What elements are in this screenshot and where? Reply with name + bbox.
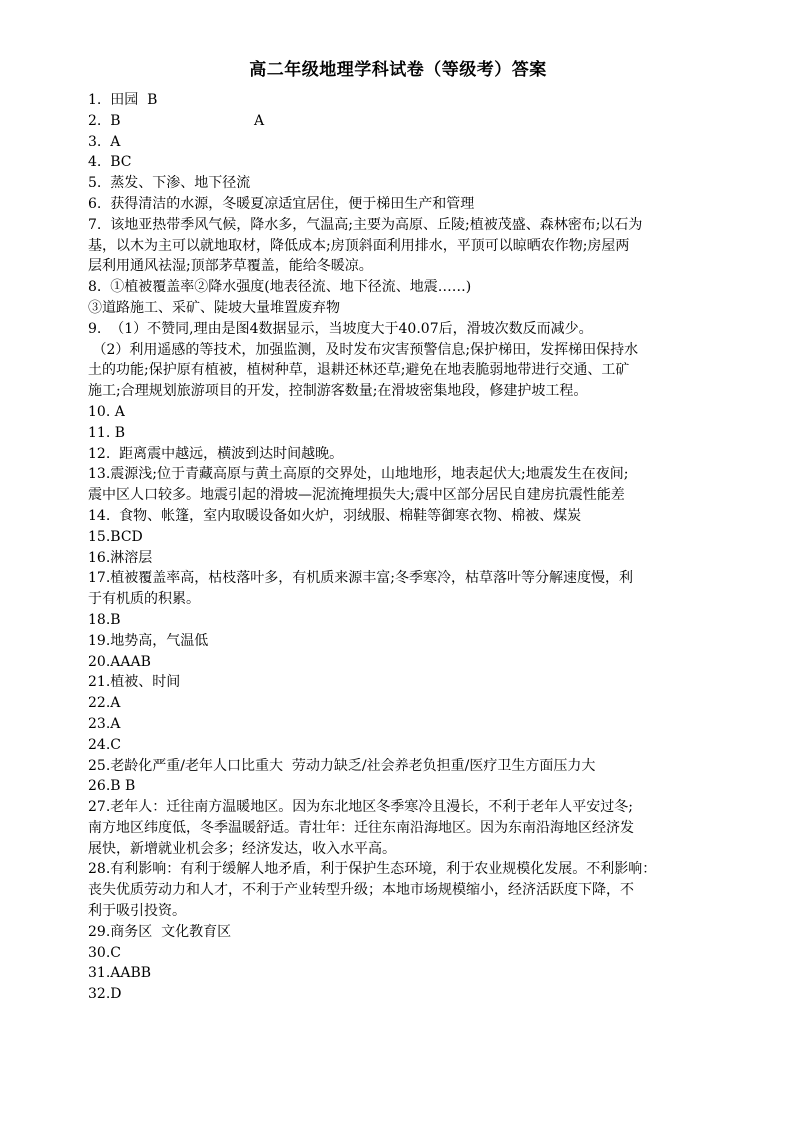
answer-line: 10. A [88, 403, 125, 420]
answer-line: 23.A [88, 715, 121, 732]
answer-line: 施工;合理规划旅游项目的开发，控制游客数量;在滑坡密集地段，修建护坡工程。 [88, 383, 588, 400]
answer-line: 震中区人口较多。地震引起的滑坡—泥流掩埋损失大;震中区部分居民自建房抗震性能差 [88, 487, 625, 504]
answer-line: 层利用通风祛湿;顶部茅草覆盖，能给冬暖凉。 [88, 258, 373, 275]
answer-line: 18.B [88, 611, 121, 628]
answer-line: 1. 田园 B [88, 92, 158, 108]
answer-line: 12. 距离震中越远，横波到达时间越晚。 [88, 445, 344, 462]
answer-line: ③道路施工、采矿、陡坡大量堆置废弃物 [88, 299, 340, 316]
page-title: 高二年级地理学科试卷（等级考）答案 [249, 60, 547, 80]
answer-line: 展快，新增就业机会多；经济发达，收入水平高。 [88, 840, 396, 857]
answer-line: 27.老年人：迁往南方温暖地区。因为东北地区冬季寒冷且漫长，不利于老年人平安过冬; [88, 799, 633, 816]
answer-line: 于有机质的积累。 [88, 591, 200, 608]
answer-line: 26.B B [88, 778, 136, 795]
answer-line: 15.BCD [88, 528, 143, 545]
answer-line: 8. ①植被覆盖率②降水强度(地表径流、地下径流、地震……) [88, 279, 472, 296]
answer-line: 基，以木为主可以就地取材，降低成本;房顶斜面利用排水，平顶可以晾晒农作物;房屋两 [88, 237, 630, 254]
answer-line: 21.植被、时间 [88, 674, 181, 691]
answer-line: 24.C [88, 736, 121, 753]
answer-line: 17.植被覆盖率高，枯枝落叶多，有机质来源丰富;冬季寒冷，枯草落叶等分解速度慢，利 [88, 570, 633, 587]
answer-line: 30.C [88, 944, 121, 961]
answer-line: 11. B [88, 424, 126, 441]
answer-line: 14. 食物、帐篷，室内取暖设备如火炉，羽绒服、棉鞋等御寒衣物、棉被、煤炭 [88, 507, 582, 524]
answer-line: 28.有利影响：有利于缓解人地矛盾，利于保护生态环境，利于农业规模化发展。不利影响： [88, 861, 657, 878]
answer-list [88, 90, 708, 1005]
answer-line: 南方地区纬度低，冬季温暖舒适。青壮年：迁往东南沿海地区。因为东南沿海地区经济发 [88, 819, 634, 836]
answer-line: 31.AABB [88, 965, 152, 982]
answer-line: 9. （1）不赞同,理由是图4数据显示，当坡度大于40.07后，滑坡次数反而减少。 [88, 320, 593, 337]
answer-line: 16.淋溶层 [88, 549, 153, 566]
answer-line: 20.AAAB [88, 653, 151, 670]
answer-line: （2）利用遥感的等技术，加强监测，及时发布灾害预警信息;保护梯田，发挥梯田保持水 [88, 341, 639, 358]
answer-line: 19.地势高，气温低 [88, 632, 209, 649]
answer-line: 22.A [88, 695, 121, 712]
answer-line: 7. 该地亚热带季风气候，降水多，气温高;主要为高原、丘陵;植被茂盛、森林密布;以石为 [88, 216, 643, 233]
answer-line: 4. BC [88, 154, 132, 171]
answer-line: 29.商务区 文化教育区 [88, 923, 232, 940]
answer-line: 32.D [88, 986, 122, 1003]
answer-line: 6. 获得清洁的水源，冬暖夏凉适宜居住，便于梯田生产和管理 [88, 195, 475, 212]
answer-line: 利于吸引投资。 [88, 903, 186, 920]
answer-line: 25.老龄化严重/老年人口比重大 劳动力缺乏/社会养老负担重/医疗卫生方面压力大 [88, 757, 596, 774]
answer-line: 3. A [88, 133, 121, 150]
answer-line: 2. B A [88, 112, 265, 129]
answer-line: 土的功能;保护原有植被，植树种草，退耕还林还草;避免在地表脆弱地带进行交通、工矿 [88, 362, 630, 379]
answer-line: 5. 蒸发、下渗、地下径流 [88, 175, 251, 192]
answer-line: 13.震源浅;位于青藏高原与黄土高原的交界处，山地地形，地表起伏大;地震发生在夜间; [88, 466, 629, 483]
answer-line: 丧失优质劳动力和人才，不利于产业转型升级；本地市场规模缩小，经济活跃度下降，不 [88, 882, 634, 899]
